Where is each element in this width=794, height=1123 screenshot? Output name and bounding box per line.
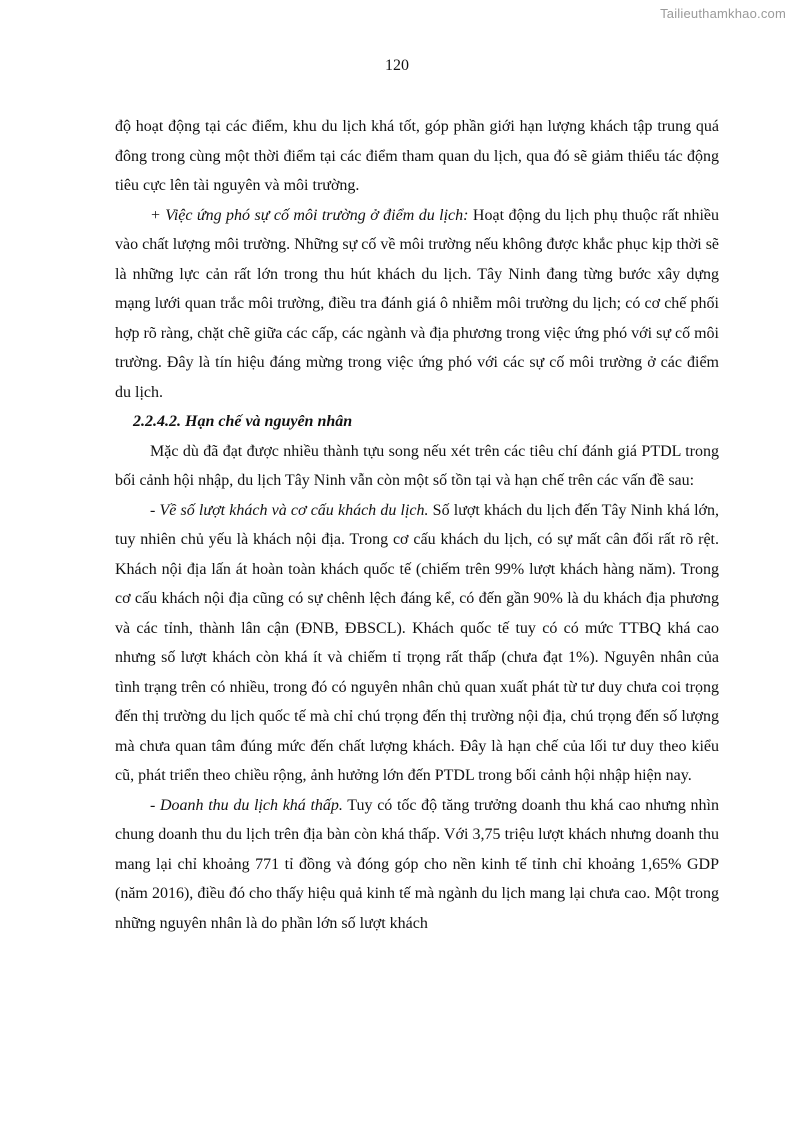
paragraph-revenue (115, 791, 719, 939)
document-body (115, 112, 719, 938)
section-heading: 2.2.4.2. Hạn chế và nguyên nhân (133, 413, 353, 430)
paragraph-lead-italic: + Việc ứng phó sự cố môi trường ở điểm du lịch: (150, 206, 469, 224)
paragraph-lead-italic: - Về số lượt khách và cơ cấu khách du lịch. (150, 501, 429, 519)
paragraph-text: Tuy có tốc độ tăng trưởng doanh thu khá cao nhưng nhìn chung doanh thu du lịch trên địa bàn còn khá thấp. Với 3,75 triệu lượt khách nhưng doanh thu mang lại chỉ khoảng 771 tỉ đồng và đóng góp cho nền kinh tế tỉnh chỉ khoảng 1,65% GDP (năm 2016), điều đó cho thấy hiệu quả kinh tế mà ngành du lịch mang lại chưa cao. Một trong những nguyên nhân là do phần lớn số lượt khách (115, 796, 719, 932)
page-number: 120 (385, 57, 409, 74)
paragraph-intro-limitations: Mặc dù đã đạt được nhiều thành tựu song nếu xét trên các tiêu chí đánh giá PTDL trong bối cảnh hội nhập, du lịch Tây Ninh vẫn còn một số tồn tại và hạn chế trên các vấn đề sau: (115, 442, 719, 489)
paragraph-continuation: độ hoạt động tại các điểm, khu du lịch khá tốt, góp phần giới hạn lượng khách tập trung quá đông trong cùng một thời điểm tại các điểm tham quan du lịch, qua đó sẽ giảm thiểu tác động tiêu cực lên tài nguyên và môi trường. (115, 118, 719, 194)
paragraph-text: Hoạt động du lịch phụ thuộc rất nhiều vào chất lượng môi trường. Những sự cố về môi trường nếu không được khắc phục kịp thời sẽ là những lực cản rất lớn trong thu hút khách du lịch. Tây Ninh đang từng bước xây dựng mạng lưới quan trắc môi trường, điều tra đánh giá ô nhiễm môi trường du lịch; có cơ chế phối hợp rõ ràng, chặt chẽ giữa các cấp, các ngành và địa phương trong việc ứng phó với sự cố môi trường. Đây là tín hiệu đáng mừng trong việc ứng phó với các sự cố môi trường ở các điểm du lịch. (115, 206, 720, 401)
paragraph-text: Số lượt khách du lịch đến Tây Ninh khá lớn, tuy nhiên chủ yếu là khách nội địa. Trong cơ cấu khách du lịch, có sự mất cân đối rất rõ rệt. Khách nội địa lấn át hoàn toàn khách quốc tế (chiếm trên 99% lượt khách hàng năm). Trong cơ cấu khách nội địa cũng có sự chênh lệch đáng kể, có đến gần 90% là du khách địa phương và các tỉnh, thành lân cận (ĐNB, ĐBSCL). Khách quốc tế tuy có có mức TTBQ khá cao nhưng số lượt khách còn khá ít và chiếm tỉ trọng rất thấp (chưa đạt 1%). Nguyên nhân của tình trạng trên có nhiều, trong đó có nguyên nhân chủ quan xuất phát từ tư duy chưa coi trọng đến thị trường du lịch quốc tế mà chỉ chú trọng đến thị trường nội địa, chú trọng đến số lượng mà chưa quan tâm đúng mức đến chất lượng khách. Đây là hạn chế của lối tư duy theo kiểu cũ, phát triển theo chiều rộng, ảnh hưởng lớn đến PTDL trong bối cảnh hội nhập hiện nay. (115, 501, 720, 784)
paragraph-environment-incidents (115, 201, 719, 408)
paragraph-lead-italic: - Doanh thu du lịch khá thấp. (150, 796, 343, 814)
watermark: Tailieuthamkhao.com (660, 6, 786, 21)
paragraph-visitor-structure (115, 496, 719, 791)
